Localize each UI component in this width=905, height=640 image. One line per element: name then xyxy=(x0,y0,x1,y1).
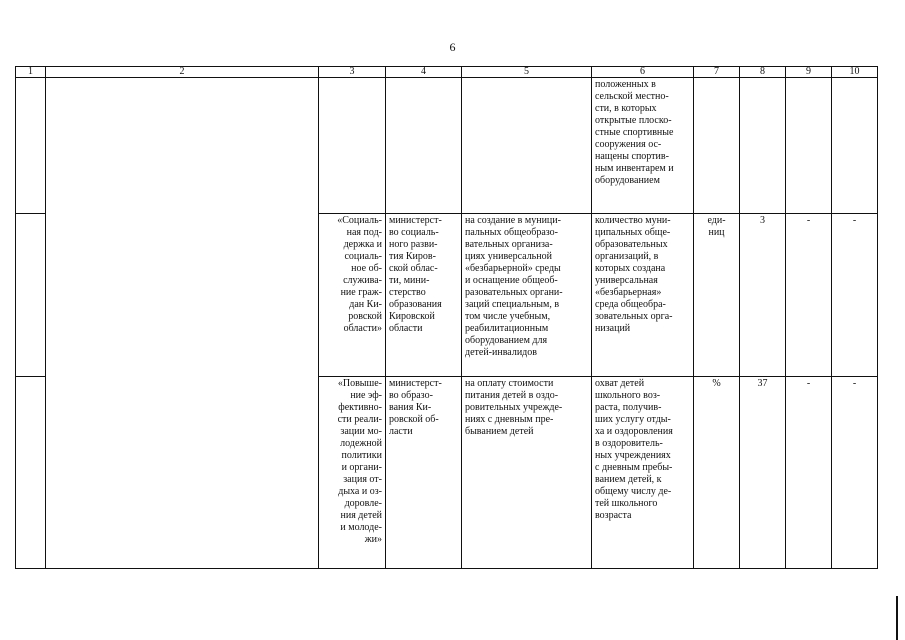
table-cell xyxy=(694,214,740,377)
table-cell xyxy=(592,78,694,214)
cell-text: министерст- во образо- вания Ки- ровской об- ласти xyxy=(389,378,442,437)
table-cell xyxy=(462,78,592,214)
col-header-2: 2 xyxy=(46,67,319,78)
table-cell xyxy=(319,78,386,214)
table-cell xyxy=(694,78,740,214)
table-cell xyxy=(592,214,694,377)
table-cell xyxy=(786,78,832,214)
cell-text: «Социаль- ная под- держка и социаль- ное об- служива- ние граж- дан Ки- ровской области» xyxy=(337,215,382,334)
col-header-5: 5 xyxy=(462,67,592,78)
cell-text: 3 xyxy=(760,215,765,226)
table-cell xyxy=(740,214,786,377)
table-cell xyxy=(16,377,46,569)
table-cell xyxy=(592,377,694,569)
cell-text: - xyxy=(852,215,857,226)
table-cell xyxy=(16,78,46,214)
cell-text: - xyxy=(806,378,811,389)
cell-text: количество муни- ципальных обще- образовательных организаций, в которых создана универсальная «безбарьерная» среда общеобра- зовательных орга- низаций xyxy=(595,215,673,334)
table-cell xyxy=(319,377,386,569)
table-cell xyxy=(694,377,740,569)
table-cell xyxy=(832,377,878,569)
table-cell xyxy=(462,214,592,377)
col-header-4: 4 xyxy=(386,67,462,78)
col-header-6: 6 xyxy=(592,67,694,78)
cell-text: охват детей школьного воз- раста, получив- ших услугу отды- ха и оздоровления в оздоровитель- ных учреждениях с дневным пребы- ванием детей, к общему числу де- тей школьного возраста xyxy=(595,378,673,521)
table-cell xyxy=(386,78,462,214)
col-header-10: 10 xyxy=(832,67,878,78)
table-cell xyxy=(786,377,832,569)
cell-text: положенных в сельской местно- сти, в которых открытые плоско- стные спортивные сооружения ос- нащены спортив- ным инвентарем и оборудованием xyxy=(595,79,674,186)
table-cell xyxy=(386,214,462,377)
cell-text: «Повыше- ние эф- фективно- сти реали- зации мо- лодежной политики и органи- зация от- дыха и оз- доровле- ния детей и молоде- жи» xyxy=(337,378,382,545)
table-cell xyxy=(319,214,386,377)
page-number: 6 xyxy=(449,40,456,54)
cell-text: на создание в муници- пальных общеобразо- вательных организа- циях универсальной «безбарьерной» среды и оснащение общеоб- разовательных органи- заций специальным, в том числе учебным, реабилитационным оборудованием для детей-инвалидов xyxy=(465,215,563,358)
table-cell xyxy=(462,377,592,569)
page-edge-rule xyxy=(896,596,898,640)
table-cell xyxy=(16,214,46,377)
cell-text: министерст- во социаль- ного разви- тия Киров- ской облас- ти, мини- стерство образования Кировской области xyxy=(389,215,442,334)
cell-text: на оплату стоимости питания детей в оздо- ровительных учрежде- ниях с дневным пре- быванием детей xyxy=(465,378,563,437)
col-header-3: 3 xyxy=(319,67,386,78)
col-header-7: 7 xyxy=(694,67,740,78)
table-cell xyxy=(740,78,786,214)
table-cell xyxy=(786,214,832,377)
data-table xyxy=(15,66,878,569)
cell-text: - xyxy=(806,215,811,226)
cell-text: - xyxy=(852,378,857,389)
header-row xyxy=(16,67,878,78)
table-row xyxy=(16,78,878,214)
cell-text: еди- ниц xyxy=(707,215,726,238)
table-cell xyxy=(46,78,319,569)
table-cell xyxy=(740,377,786,569)
table-cell xyxy=(832,78,878,214)
col-header-1: 1 xyxy=(16,67,46,78)
col-header-8: 8 xyxy=(740,67,786,78)
cell-text: 37 xyxy=(757,378,768,389)
col-header-9: 9 xyxy=(786,67,832,78)
table-cell xyxy=(386,377,462,569)
table-cell xyxy=(832,214,878,377)
cell-text: % xyxy=(712,378,721,389)
